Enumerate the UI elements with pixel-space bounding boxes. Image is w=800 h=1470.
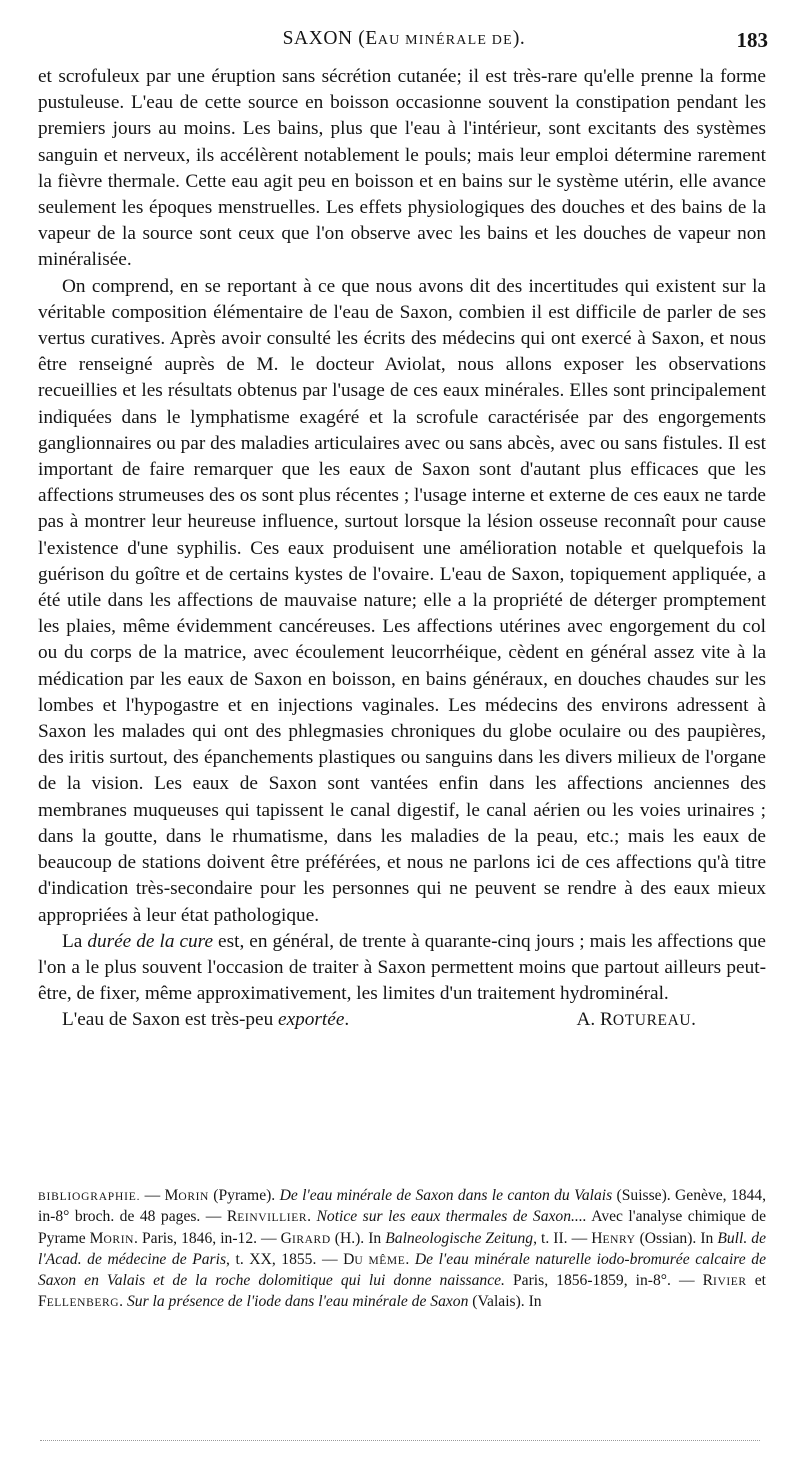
author-initial: A. R [576, 1009, 613, 1031]
biblio-author-rivier: IVIER [713, 1276, 747, 1289]
biblio-text-6: . Paris, 1846, in-12. — G [134, 1229, 292, 1247]
paragraph-3-rest: est, en général, de trente à quarante-cinq jours ; mais les affections que l'on a le plus souvent l'occasion de traiter à Saxon permettent moins que partout ailleurs peut-être, de fixer, même approximativement, les limites d'un traitement hydrominéral. [38, 930, 766, 1005]
biblio-text-1: — M [140, 1187, 179, 1204]
biblio-text-2: (Pyrame). [208, 1187, 280, 1204]
paragraph-3-lead: La [62, 930, 88, 952]
biblio-text-10: , t. XX, 1855. — D [226, 1250, 355, 1268]
author-surname: OTUREAU [612, 1012, 692, 1030]
running-title-close: ). [512, 28, 526, 49]
closing-sentence-end: . [344, 1009, 350, 1031]
running-title [38, 28, 770, 50]
biblio-title-1: De l'eau minérale de Saxon dans le canton du Valais [279, 1187, 613, 1204]
running-title-main: SAXON (E [282, 28, 378, 49]
biblio-text-5: Avec l'analyse chimique de Pyrame M [38, 1208, 767, 1247]
author-signature [576, 1007, 696, 1034]
biblio-text-11: . [405, 1250, 415, 1268]
paragraph-3 [38, 929, 766, 1008]
page-header [38, 28, 770, 54]
biblio-text-4: . [307, 1208, 317, 1226]
footer-dotted-rule [40, 1440, 760, 1441]
biblio-text-3: (Suisse). Genève, 1844, in-8° broch. de 48 pages. — R [38, 1187, 766, 1226]
biblio-text-12: Paris, 1856-1859, in-8°. — R [504, 1272, 714, 1290]
paragraph-1: et scrofuleux par une éruption sans sécrétion cutanée; il est très-rare qu'elle prenne la forme pustuleuse. L'eau de cette source en boisson occasionne souvent la constipation pendant les premiers jours au moins. Les bains, plus que l'eau à l'intérieur, sont excitants des systèmes sanguin et nerveux, ils accélèrent notablement le pouls; mais leur emploi détermine rarement la fièvre thermale. Cette eau agit peu en boisson et en bains sur le système utérin, elle avance seulement les époques menstruelles. Les effets physiologiques des douches et des bains de la vapeur de la source sont ceux que l'on observe avec les bains et les douches de vapeur non minéralisée. [38, 66, 766, 271]
bibliography-heading: BIBLIOGRAPHIE. [38, 1191, 141, 1203]
biblio-title-4: Bull. de l'Acad. de médecine de Paris [38, 1229, 766, 1268]
page-number: 183 [736, 28, 768, 52]
author-end: . [691, 1009, 696, 1031]
biblio-author-du-meme: U MÊME [354, 1254, 406, 1267]
biblio-author-morin-2: ORIN [103, 1233, 135, 1246]
closing-line [38, 1007, 766, 1034]
closing-sentence-emphasis: exportée [278, 1009, 345, 1031]
biblio-text-9: (Ossian). In [635, 1229, 718, 1247]
running-title-small-caps: AU MINÉRALE DE [377, 33, 513, 48]
biblio-text-7: (H.). In [330, 1229, 386, 1247]
closing-sentence [62, 1007, 349, 1034]
biblio-author-henry: ENRY [602, 1233, 636, 1246]
biblio-author-girard: IRARD [291, 1233, 331, 1246]
biblio-author-reinvillier: EINVILLIER [237, 1212, 308, 1225]
body-text [38, 64, 766, 1035]
paragraph-3-emphasis: durée de la cure [87, 930, 214, 952]
biblio-text-8: , t. II. — H [533, 1229, 603, 1247]
biblio-text-13: et F [38, 1272, 766, 1311]
biblio-title-2: Notice sur les eaux thermales de Saxon.... [316, 1208, 587, 1226]
biblio-title-3: Balneologische Zeitung [385, 1229, 534, 1247]
bibliography [38, 1186, 766, 1314]
paragraph-2: On comprend, en se reportant à ce que nous avons dit des incertitudes qui existent sur la véritable composition élémentaire de l'eau de Saxon, combien il est difficile de parler de ses vertus curatives. Après avoir consulté les écrits des médecins qui ont exercé à Saxon, et nous être renseigné auprès de M. le docteur Aviolat, nous allons exposer les observations recueillies et les résultats obtenus par l'usage de ces eaux minérales. Elles sont principalement indiquées dans le lymphatisme exagéré et la scrofule caractérisée par des engorgements ganglionnaires ou par des maladies articulaires avec ou sans abcès, avec ou sans fistules. Il est important de faire remarquer que les eaux de Saxon sont d'autant plus efficaces que les affections strumeuses des os sont plus récentes ; l'usage interne et externe de ces eaux ne tarde pas à montrer leur heureuse influence, surtout lorsque la lésion osseuse reconnaît pour cause l'existence d'une syphilis. Ces eaux produisent une amélioration notable et quelquefois la guérison du goître et de certains kystes de l'ovaire. L'eau de Saxon, topiquement appliquée, a été utile dans les affections de mauvaise nature; elle a la propriété de déterger promptement les plaies, même évidemment cancéreuses. Les affections utérines avec engorgement du col ou du corps de la matrice, avec écoulement leucorrhéique, cèdent en général assez vite à la médication par les eaux de Saxon en boisson, en bains généraux, en douches chaudes sur les lombes et l'hypogastre et en injections vaginales. Les médecins des environs adressent à Saxon les malades qui ont des phlegmasies chroniques du globe oculaire ou des paupières, des iritis surtout, des épanchements plastiques ou sanguins dans les divers milieux de l'organe de la vision. Les eaux de Saxon sont vantées enfin dans les affections anciennes des membranes muqueuses qui tapissent le canal digestif, le canal aérien ou les voies urinaires ; dans la goutte, dans le rhumatisme, dans les maladies de la peau, etc.; mais les eaux de beaucoup de stations doivent être préférées, et nous ne parlons ici de ces affections qu'à titre d'indication très-secondaire pour les personnes qui ne peuvent se rendre à des eaux mieux appropriées à leur état pathologique. [38, 275, 766, 926]
biblio-author-morin: ORIN [178, 1191, 209, 1203]
biblio-text-14: . [119, 1293, 127, 1311]
biblio-text-15: (Valais). In [468, 1293, 542, 1311]
closing-sentence-lead: L'eau de Saxon est très-peu [62, 1009, 279, 1031]
biblio-title-5: De l'eau minérale naturelle iodo-bromurée calcaire de Saxon en Valais et de la roche dolomitique qui lui donne naissance. [38, 1250, 767, 1290]
biblio-author-fellenberg: ELLENBERG [46, 1297, 120, 1310]
biblio-title-6: Sur la présence de l'iode dans l'eau minérale de Saxon [126, 1293, 469, 1311]
